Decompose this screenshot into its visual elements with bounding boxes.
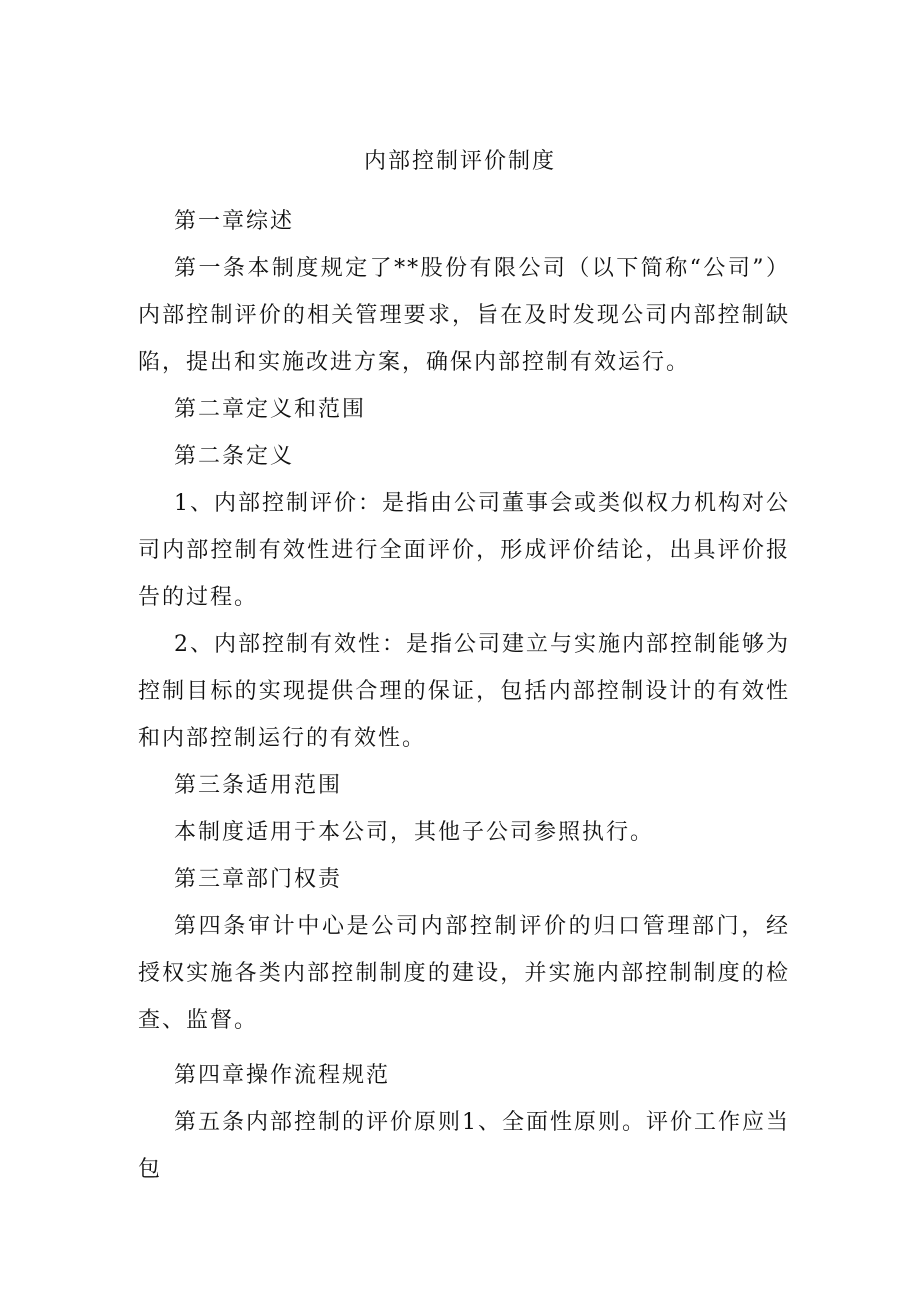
definition-1-paragraph: 1、内部控制评价：是指由公司董事会或类似权力机构对公司内部控制有效性进行全面评价，形成评价结论，出具评价报告的过程。 bbox=[138, 491, 790, 610]
article-3-heading: 第三条适用范围 bbox=[174, 773, 343, 798]
chapter-1-heading: 第一章综述 bbox=[174, 209, 295, 234]
document-title: 内部控制评价制度 bbox=[363, 149, 556, 174]
definition-2-paragraph: 2、内部控制有效性：是指公司建立与实施内部控制能够为控制目标的实现提供合理的保证，包括内部控制设计的有效性和内部控制运行的有效性。 bbox=[138, 632, 790, 751]
article-2-heading: 第二条定义 bbox=[174, 444, 295, 469]
article-5-paragraph: 第五条内部控制的评价原则1、全面性原则。评价工作应当包 bbox=[138, 1110, 790, 1182]
chapter-4-heading: 第四章操作流程规范 bbox=[174, 1063, 391, 1088]
chapter-3-heading: 第三章部门权责 bbox=[174, 867, 343, 892]
document-body bbox=[138, 198, 790, 1193]
scope-paragraph: 本制度适用于本公司，其他子公司参照执行。 bbox=[174, 820, 655, 845]
chapter-2-heading: 第二章定义和范围 bbox=[174, 397, 367, 422]
article-4-paragraph: 第四条审计中心是公司内部控制评价的归口管理部门，经授权实施各类内部控制制度的建设，并实施内部控制制度的检查、监督。 bbox=[138, 914, 790, 1033]
article-1-paragraph: 第一条本制度规定了**股份有限公司（以下简称“公司”）内部控制评价的相关管理要求，旨在及时发现公司内部控制缺陷，提出和实施改进方案，确保内部控制有效运行。 bbox=[138, 256, 790, 375]
